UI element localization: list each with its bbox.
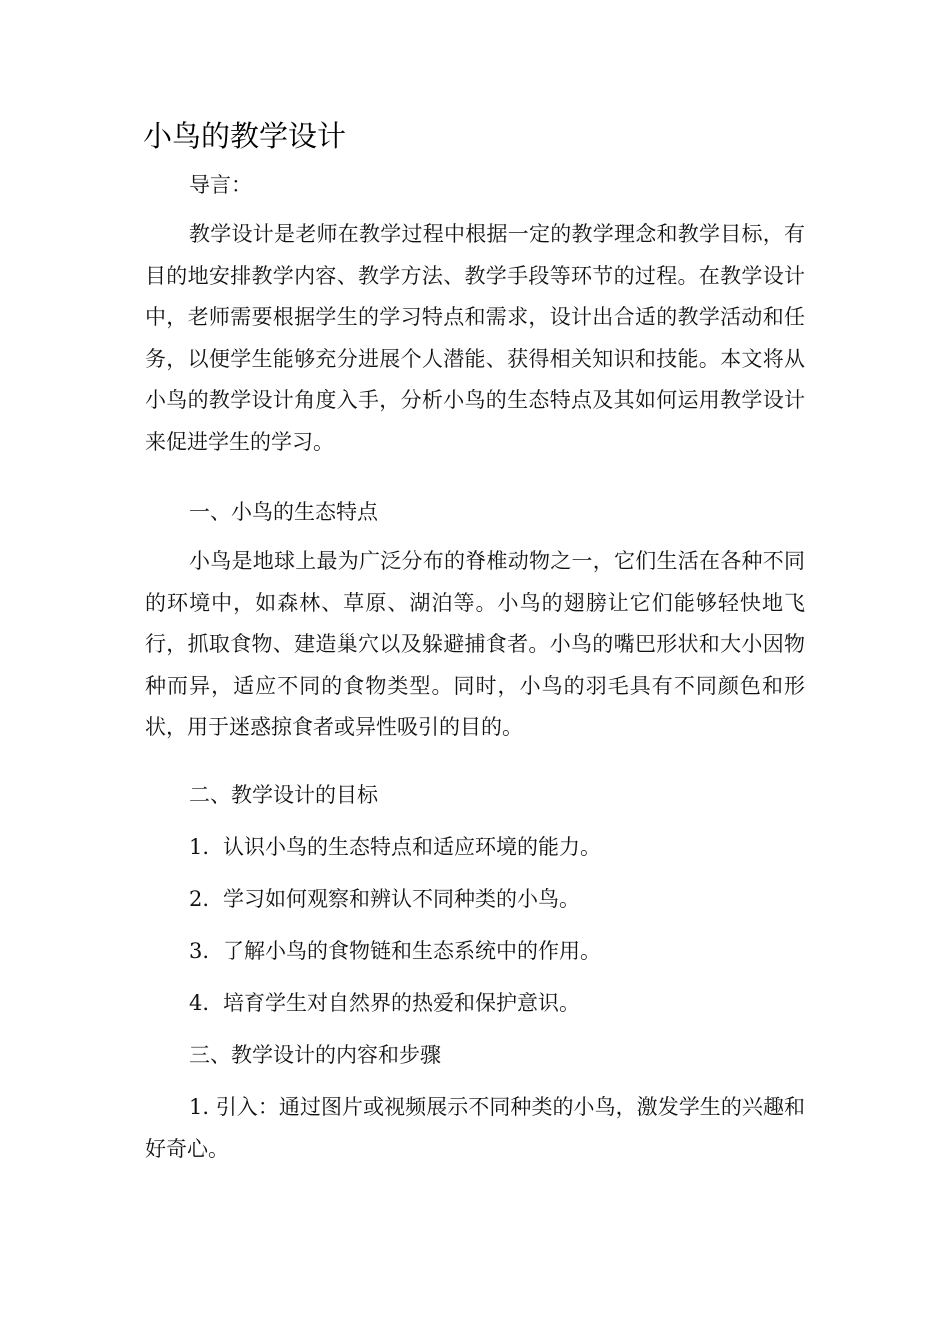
- step1-paragraph: 1. 引入：通过图片或视频展示不同种类的小鸟，激发学生的兴趣和好奇心。: [145, 1095, 805, 1161]
- intro-paragraph: 教学设计是老师在教学过程中根据一定的教学理念和教学目标，有目的地安排教学内容、教学方法、教学手段等环节的过程。在教学设计中，老师需要根据学生的学习特点和需求，设计出合适的教学活动和任务，以便学生能够充分进展个人潜能、获得相关知识和技能。本文将从小鸟的教学设计角度入手，分析小鸟的生态特点及其如何运用教学设计来促进学生的学习。: [145, 222, 805, 454]
- section1-paragraph: 小鸟是地球上最为广泛分布的脊椎动物之一，它们生活在各种不同的环境中，如森林、草原、湖泊等。小鸟的翅膀让它们能够轻快地飞行，抓取食物、建造巢穴以及躲避捕食者。小鸟的嘴巴形状和大小因物种而异，适应不同的食物类型。同时，小鸟的羽毛具有不同颜色和形状，用于迷惑掠食者或异性吸引的目的。: [145, 549, 805, 739]
- goal-text: 认识小鸟的生态特点和适应环境的能力。: [223, 835, 601, 859]
- goal-text: 学习如何观察和辨认不同种类的小鸟。: [223, 887, 580, 911]
- goal-text: 培育学生对自然界的热爱和保护意识。: [223, 991, 580, 1015]
- goal-item: [189, 884, 580, 914]
- goal-text: 了解小鸟的食物链和生态系统中的作用。: [223, 939, 601, 963]
- goal-number: 3.: [189, 939, 210, 963]
- goal-number: 2.: [189, 887, 210, 911]
- intro-heading: 导言：: [189, 173, 252, 197]
- goal-item: [189, 988, 580, 1018]
- section1-heading: 一、小鸟的生态特点: [189, 500, 378, 524]
- goal-number: 4.: [189, 991, 210, 1015]
- document-title: 小鸟的教学设计: [143, 119, 347, 153]
- section2-heading: 二、教学设计的目标: [189, 783, 378, 807]
- goal-item: [189, 832, 601, 862]
- section3-heading: 三、教学设计的内容和步骤: [189, 1043, 441, 1067]
- goal-number: 1.: [189, 835, 210, 859]
- goal-item: [189, 936, 601, 966]
